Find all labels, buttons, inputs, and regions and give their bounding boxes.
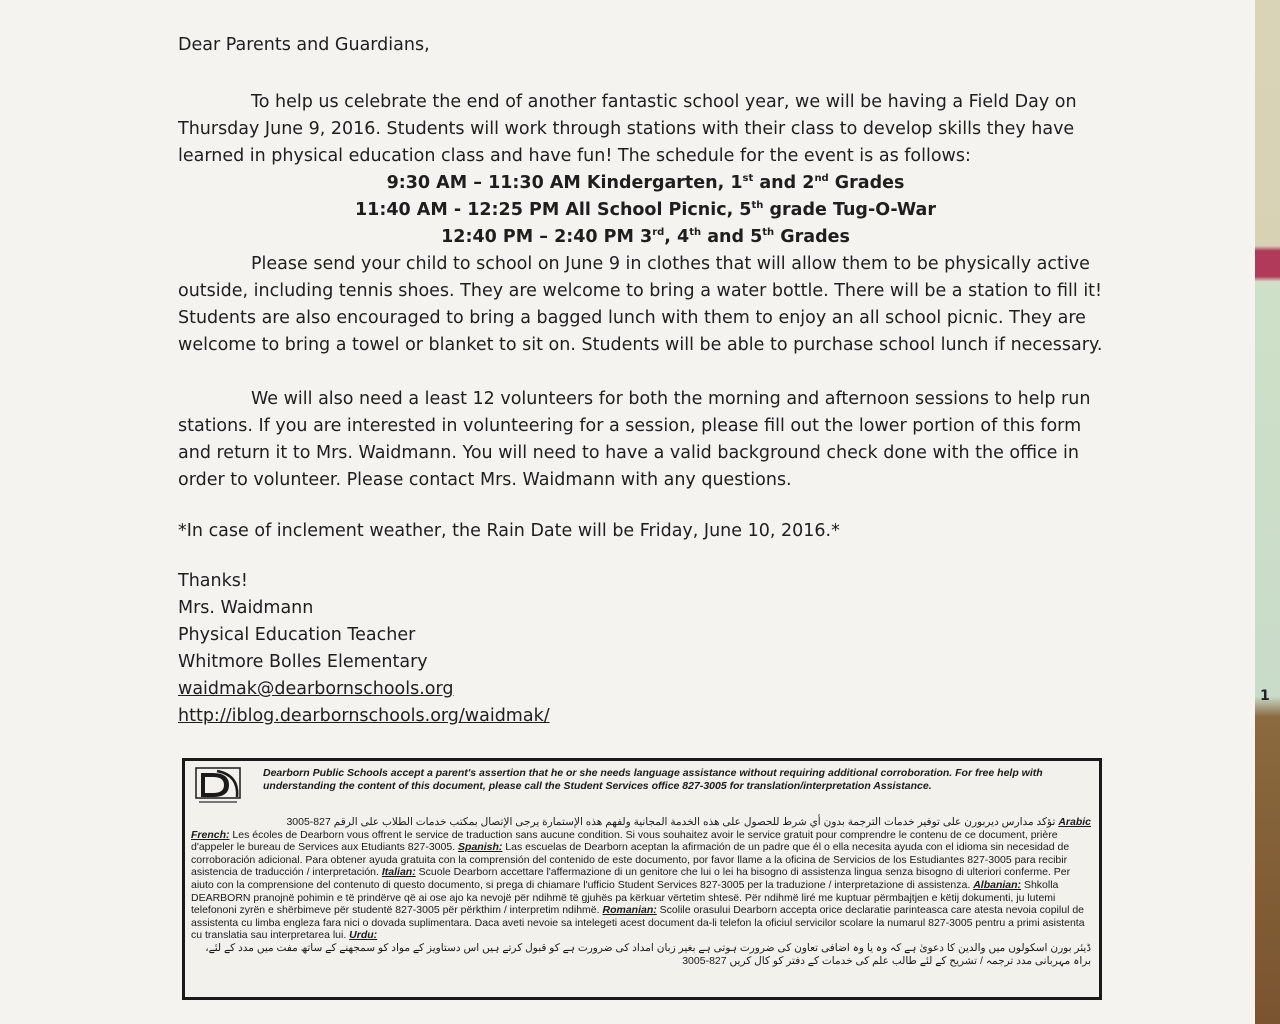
notice-spanish: Las escuelas de Dearborn aceptan la afirmación de un padre que él o ella necesita ayuda con el idioma sin necesidad de corroboración adicional. Para obtener ayuda gratuita con la comprensión del contenido de este documento, por favor llame a la oficina de Servicios de los Estudiantes 827-3005 para recibir asistencia de traducción / interpretación.: [191, 841, 1070, 879]
signature-name: Mrs. Waidmann: [178, 598, 314, 618]
signature-thanks: Thanks!: [178, 571, 248, 591]
french-label: French:: [191, 828, 230, 841]
urdu-label: Urdu:: [349, 929, 378, 942]
notice-french: Les écoles de Dearborn vous offrent le service de traduction sans aucune condition. Si vous souhaitez avoir le service gratuit pour comprendre le contenu de ce document, prière d'appeler le bureau de Services aux Etudiants 827-3005.: [191, 828, 1058, 854]
blog-link[interactable]: http://iblog.dearbornschools.org/waidmak/: [178, 706, 550, 726]
rain-date-note: *In case of inclement weather, the Rain Date will be Friday, June 10, 2016.*: [178, 521, 840, 541]
schedule-line-2: 11:40 AM - 12:25 PM All School Picnic, 5th grade Tug-O-War: [355, 200, 936, 220]
schedule-line-1: 9:30 AM – 11:30 AM Kindergarten, 1st and 2nd Grades: [386, 173, 905, 193]
notice-arabic: Arabic تؤكد مدارس ديربورن على توفير خدمات الترجمة بدون أي شرط للحصول على هذه الخدمة المجانية ولفهم هذه الإستمارة يرجى الإتصال بمكتب خدمات الطلاب على الرقم 827-3005: [286, 816, 1091, 828]
notice-english: Dearborn Public Schools accept a parent's assertion that he or she needs language assistance without requiring additional corroboration. For free help with understanding the content of this document, please call the Student Services office 827-3005 for translation/interpretation Assistance.: [263, 767, 1043, 792]
notice-translations: [191, 816, 1091, 967]
albanian-label: Albanian:: [973, 878, 1022, 891]
email-link[interactable]: waidmak@dearbornschools.org: [178, 679, 454, 699]
paragraph-volunteers: We will also need a least 12 volunteers for both the morning and afternoon sessions to help run stations. If you are interested in volunteering for a session, please fill out the lower portion of this form and return it to Mrs. Waidmann. You will need to have a valid background check done with the office in order to volunteer. Please contact Mrs. Waidmann with any questions.: [178, 389, 1091, 490]
dearborn-schools-logo-icon: [195, 767, 241, 807]
notice-albanian: Shkolla DEARBORN pranojnë pohimin e të prindërve që ai ose ajo ka nevojë për ndihmë të gjuhës pa kërkuar vërtetim shtesë. Për ndihmë liré me kuptuar përmbajtjen e këtij dokumenti, ju lutemi telefononi zyrën e shërbimeve për studentë 827-3005 për përkthim / interpretim ndihmë.: [191, 878, 1059, 917]
signature-school: Whitmore Bolles Elementary: [178, 652, 428, 672]
page-edge-mark: 1: [1260, 688, 1270, 704]
greeting: Dear Parents and Guardians,: [178, 35, 430, 55]
paragraph-intro: To help us celebrate the end of another fantastic school year, we will be having a Field Day on Thursday June 9, 2016. Students will work through stations with their class to develop skills they have learned in physical education class and have fun! The schedule for the event is as follows:: [178, 92, 1077, 166]
notice-urdu: ڈیئر بورن اسکولوں میں والدین کا دعویٰ ہے کہ وہ یا وہ اضافی تعاون کی ضرورت ہوتی ہے بغیر زبان امداد کی ضرورت ہے کو قبول کرتے ہیں اس دستاویز کے مواد کو سمجھنے کے ساتھ مفت میں مدد کے لئے، براہ مہربانی مدد ترجمہ / تشریح کے لئے طالب علم کی خدمات کے دفتر کو کال کریں 827-3005: [205, 941, 1091, 967]
paragraph-clothing: Please send your child to school on June 9 in clothes that will allow them to be physically active outside, including tennis shoes. They are welcome to bring a water bottle. There will be a station to fill it! Students are also encouraged to bring a bagged lunch with them to enjoy an all school picnic. They are welcome to bring a towel or blanket to sit on. Students will be able to purchase school lunch if necessary.: [178, 254, 1103, 355]
italian-label: Italian:: [381, 866, 416, 879]
romanian-label: Romanian:: [602, 904, 657, 917]
schedule-line-3: 12:40 PM – 2:40 PM 3rd, 4th and 5th Grades: [441, 227, 850, 247]
notice-italian: Scuole Dearborn accettare l'affermazione di un genitore che lui o lei ha bisogno di assistenza lingua senza bisogno di ulteriori conferme. Per aiuto con la comprensione del contenuto di questo documento, si prega di chiamare l'ufficio Student Services 827-3005 per la traduzione / interpretazione di assistenza.: [191, 866, 1071, 891]
arabic-label: Arabic: [1058, 816, 1091, 828]
spanish-label: Spanish:: [458, 841, 503, 854]
background-folder-edge: [1255, 0, 1280, 1024]
signature-block: [178, 568, 1113, 730]
language-assistance-notice: [182, 758, 1102, 1000]
notice-romanian: Scolile orasului Dearborn accepta orice declaratie parinteasca care atesta nevoia copilul de assistenta cu limba engleza fara nici o dovada suplimentara. Daca aveti nevoie sa intelegeti acest document da-li telefon la oficiul servicilor scolare la numarul 827-3005 pentru a primi asistenta cu translatia sau interpretarea lui.: [191, 904, 1085, 942]
signature-role: Physical Education Teacher: [178, 625, 416, 645]
